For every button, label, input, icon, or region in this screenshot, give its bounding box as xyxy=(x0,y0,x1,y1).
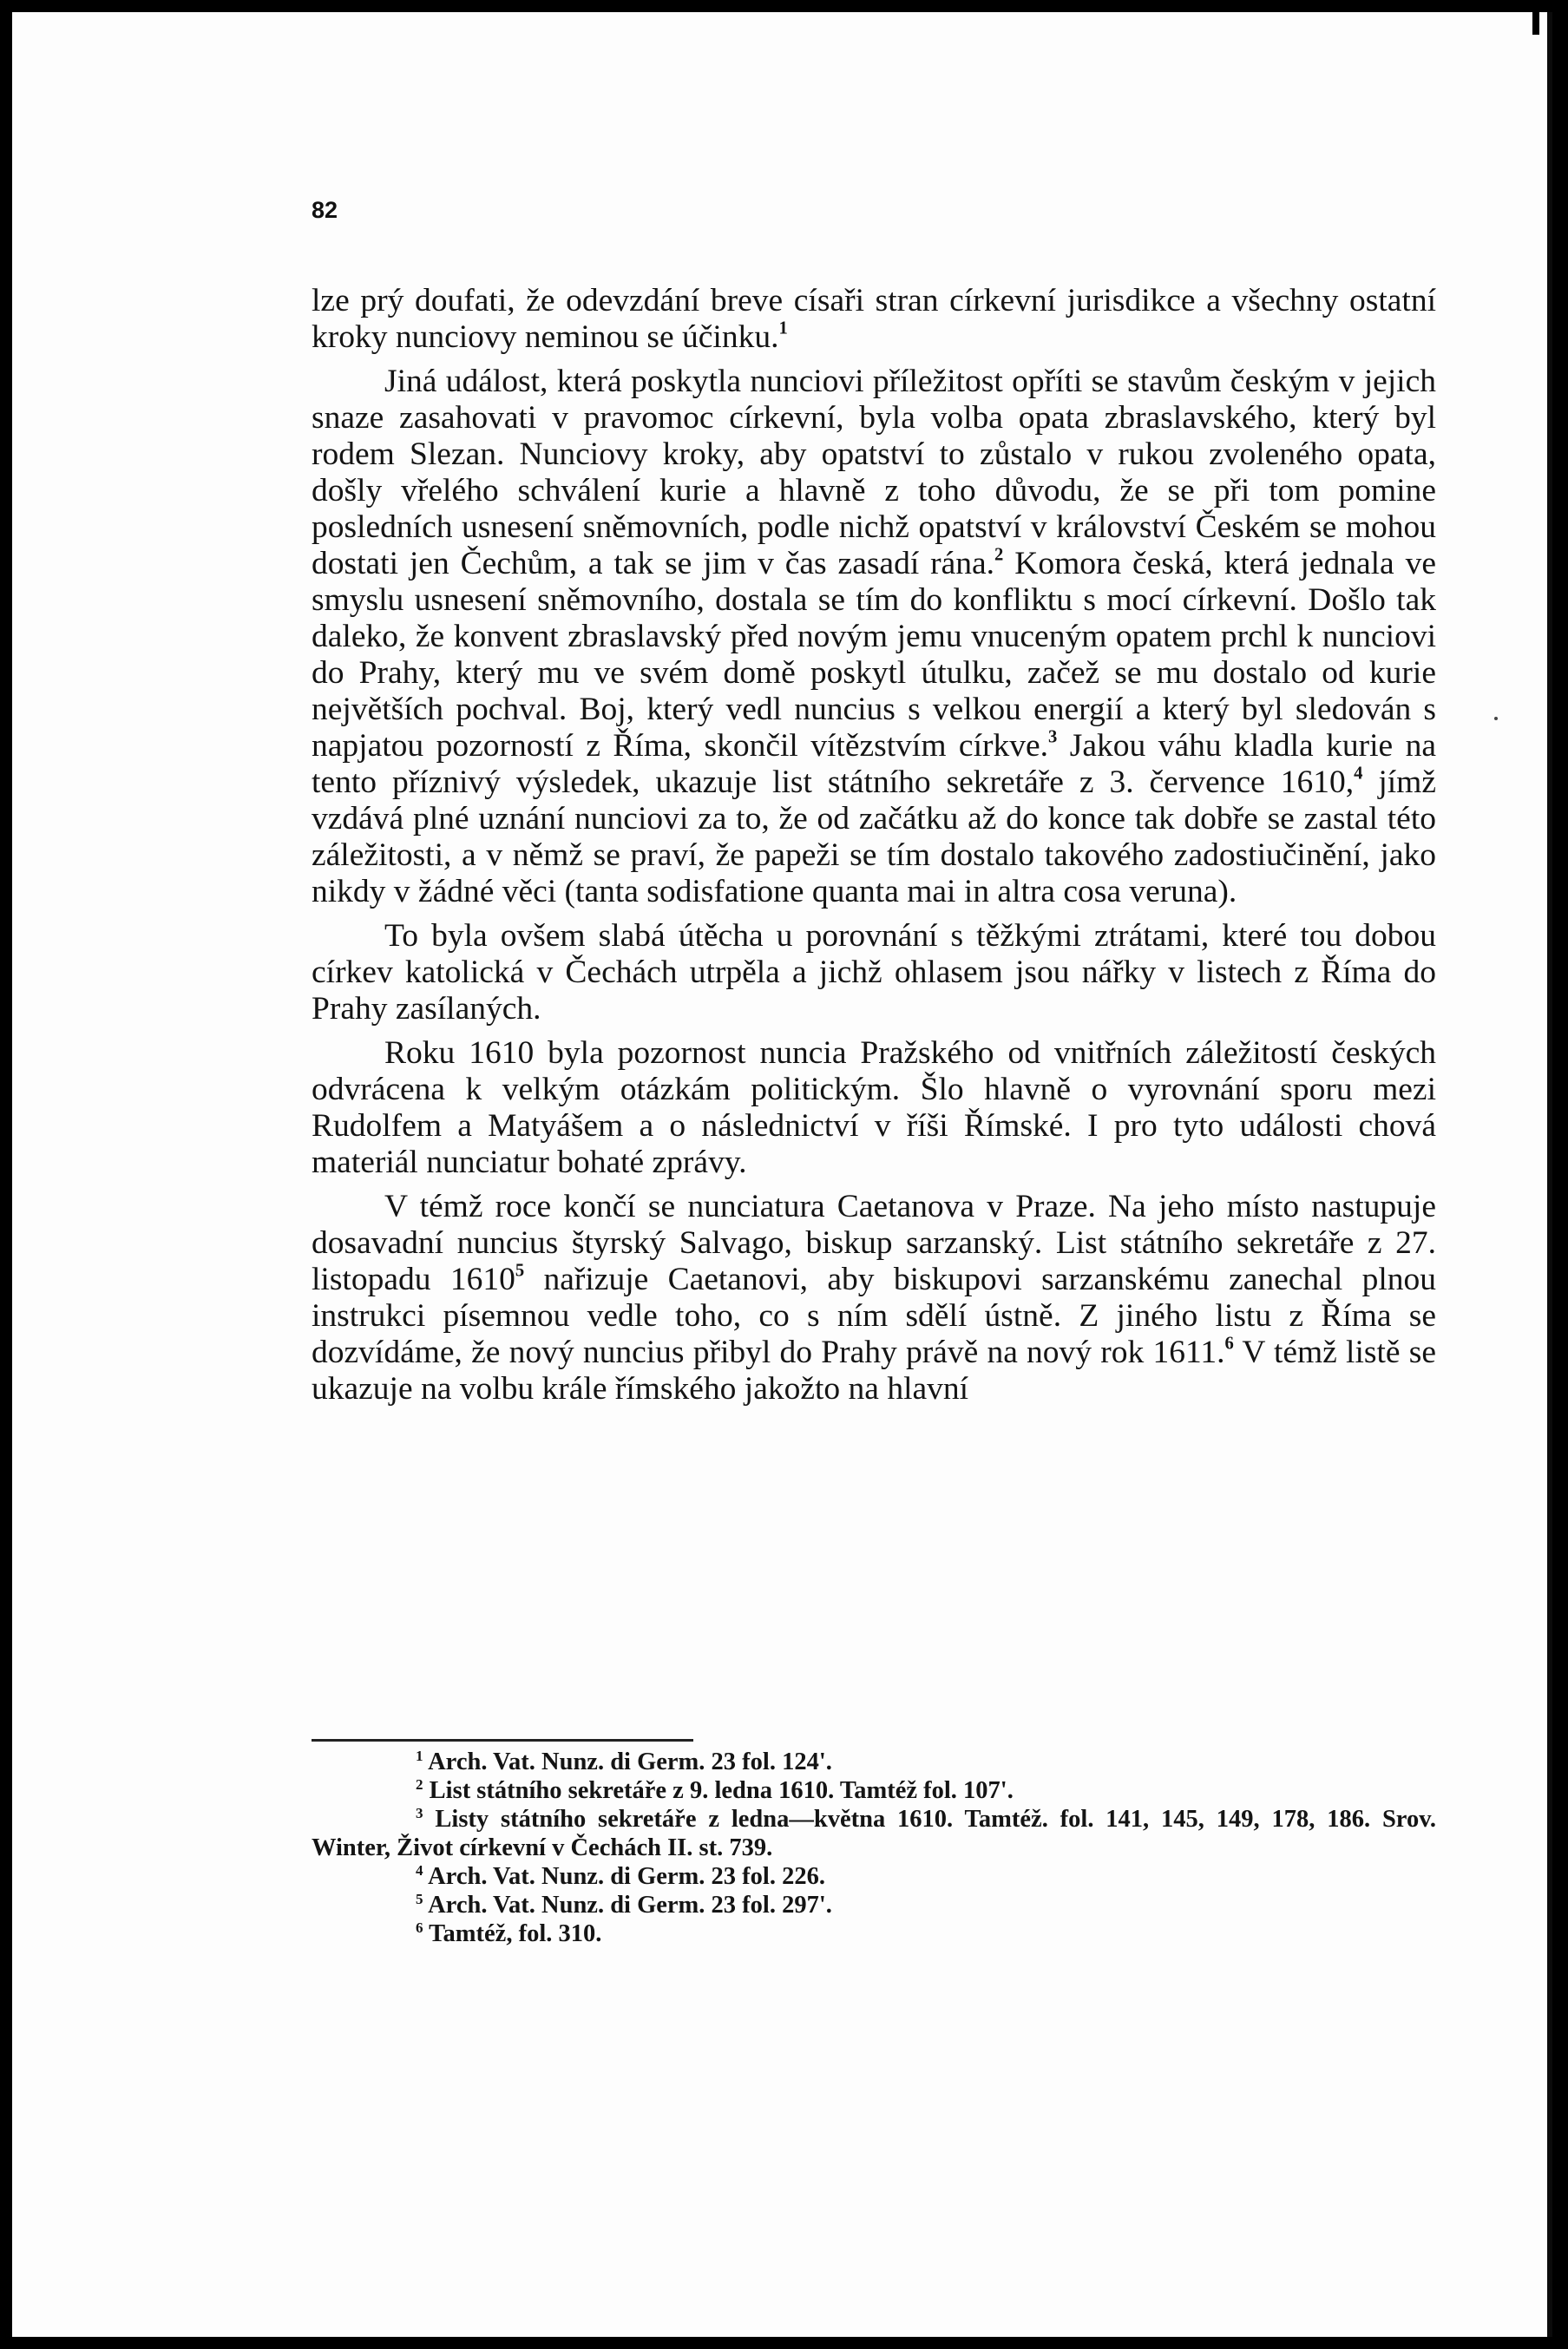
footnote: $^3$ Listy státního sekretáře z ledna—května 1610. Tamtéž. fol. 141, 145, 149, 178, 186. Srov. Winter, Život církevní v Čechách II. st. 739. xyxy=(312,1804,1436,1861)
footnote-ref[interactable]: 2 xyxy=(994,545,1004,565)
paragraph: To byla ovšem slabá útěcha u porovnání s těžkými ztrátami, které tou dobou církev katolická v Čechách utrpěla a jichž ohlasem jsou nářky v listech z Říma do Prahy zasílaných. xyxy=(312,918,1436,1027)
footnote-divider xyxy=(312,1739,693,1742)
footnotes xyxy=(312,1748,1436,1948)
footnote-ref[interactable]: 1 xyxy=(778,318,788,338)
scan-corner-mark xyxy=(1532,12,1539,35)
main-text xyxy=(312,283,1436,1415)
footnote: $^2$ List státního sekretáře z 9. ledna 1610. Tamtéž fol. 107'. xyxy=(416,1775,1014,1804)
footnote-ref[interactable]: 5 xyxy=(515,1261,525,1281)
book-page xyxy=(12,12,1552,2337)
scan-speck xyxy=(1494,717,1498,720)
footnote: $^1$ Arch. Vat. Nunz. di Germ. 23 fol. 124'. xyxy=(416,1747,832,1775)
footnote-ref[interactable]: 3 xyxy=(1048,727,1058,747)
paragraph: V témž roce končí se nunciatura Caetanova v Praze. Na jeho místo nastupuje dosavadní nuncius štyrský Salvago, biskup sarzanský. List státního sekretáře z 27. listopadu 1610$^5$ nařizuje Caetanovi, aby biskupovi sarzanskému zanechal plnou instrukci písemnou vedle toho, co s ním sdělí ústně. Z jiného listu z Říma se dozvídáme, že nový nuncius přibyl do Prahy právě na nový rok 1611.$^6$ V témž listě se ukazuje na volbu krále římského jakožto na hlavní xyxy=(312,1189,1436,1407)
footnote: $^4$ Arch. Vat. Nunz. di Germ. 23 fol. 226. xyxy=(416,1861,825,1890)
footnote: $^5$ Arch. Vat. Nunz. di Germ. 23 fol. 297'. xyxy=(416,1890,832,1919)
footnote: $^6$ Tamtéž, fol. 310. xyxy=(416,1919,602,1947)
footnote-ref[interactable]: 4 xyxy=(1354,764,1363,784)
paragraph: Roku 1610 byla pozornost nuncia Pražského od vnitřních záležitostí českých odvrácena k velkým otázkám politickým. Šlo hlavně o vyrovnání sporu mezi Rudolfem a Matyášem a o následnictví v říši Římské. I pro tyto události chová materiál nunciatur bohaté zprávy. xyxy=(312,1035,1436,1180)
page-edge-shadow xyxy=(1547,12,1552,2337)
paragraph: lze prý doufati, že odevzdání breve císaři stran církevní jurisdikce a všechny ostatní kroky nunciovy neminou se účinku.$^1$ xyxy=(312,283,1436,355)
paragraph: Jiná událost, která poskytla nunciovi příležitost opříti se stavům českým v jejich snaze zasahovati v pravomoc církevní, byla volba opata zbraslavského, který byl rodem Slezan. Nunciovy kroky, aby opatství to zůstalo v rukou zvoleného opata, došly vřelého schválení kurie a hlavně z toho důvodu, že se při tom pomine posledních usnesení sněmovních, podle nichž opatství v království Českém se mohou dostati jen Čechům, a tak se jim v čas zasadí rána.$^2$ Komora česká, která jednala ve smyslu usnesení sněmovního, dostala se tím do konfliktu s mocí církevní. Došlo tak daleko, že konvent zbraslavský před novým jemu vnuceným opatem prchl k nunciovi do Prahy, který mu ve svém domě poskytl útulku, začež se mu dostalo od kurie největších pochval. Boj, který vedl nuncius s velkou energií a který byl sledován s napjatou pozorností z Říma, skončil vítězstvím církve.$^3$ Jakou váhu kladla kurie na tento příznivý výsledek, ukazuje list státního sekretáře z 3. července 1610,$^4$ jímž vzdává plné uznání nunciovi za to, že od začátku až do konce tak dobře se zastal této záležitosti, a v němž se praví, že papeži se tím dostalo takového zadostiučinění, jako nikdy v žádné věci (tanta sodisfatione quanta mai in altra cosa veruna). xyxy=(312,364,1436,909)
page-number: 82 xyxy=(312,197,338,223)
footnote-ref[interactable]: 6 xyxy=(1224,1334,1234,1354)
